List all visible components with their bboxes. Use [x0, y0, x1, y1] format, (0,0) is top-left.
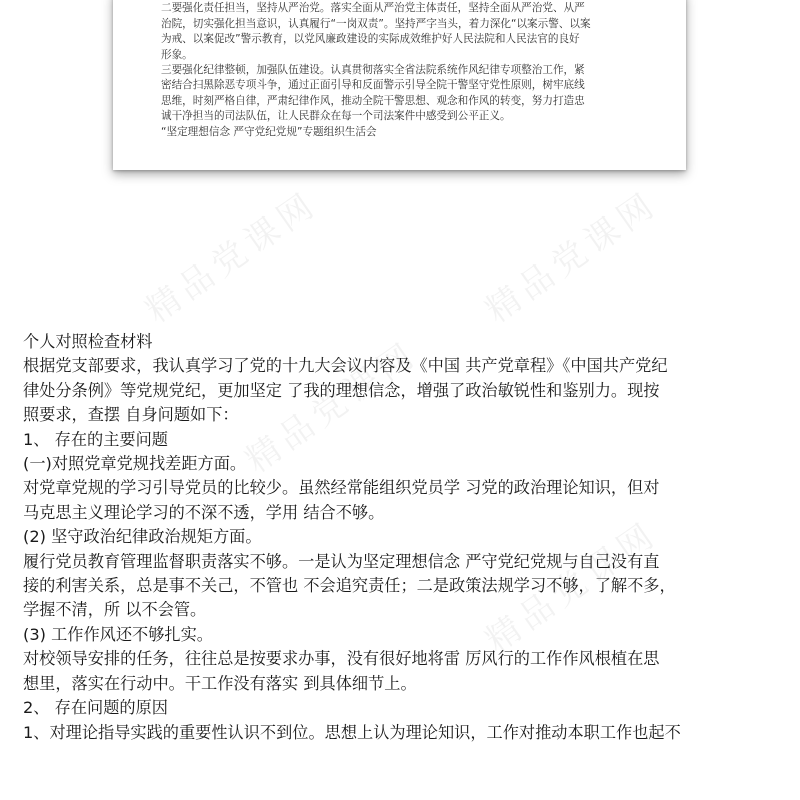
body-line: 履行党员教育管理监督职责落实不够。一是认为坚定理想信念 严守党纪党规与自己没有直: [23, 551, 660, 571]
doc-line: 诚干净担当的司法队伍，让人民群众在每一个司法案件中感受到公平正义。: [161, 110, 511, 123]
doc-line: “坚定理想信念 严守党纪党规”专题组织生活会: [161, 125, 377, 138]
watermark-text: 精品党课网: [478, 183, 666, 332]
subsection-heading: (一)对照党章党规找差距方面。: [23, 454, 247, 474]
document-title: 个人对照检查材料: [23, 332, 153, 351]
document-preview-card: [113, 0, 686, 170]
doc-line: 三要强化纪律整顿，加强队伍建设。认真贯彻落实全省法院系统作风纪律专项整治工作，紧: [161, 64, 585, 77]
watermark-text: 精品党课网: [138, 183, 326, 332]
section-heading: 2、 存在问题的原因: [23, 698, 168, 718]
body-line: 对党章党规的学习引导党员的比较少。虽然经常能组织党员学 习党的政治理论知识，但对: [23, 478, 660, 498]
doc-line: 治院，切实强化担当意识，认真履行“一岗双责”。坚持严字当头，着力深化“以案示警、以案: [161, 17, 591, 30]
doc-line: 形象。: [161, 48, 193, 61]
body-line: 想里，落实在行动中。干工作没有落实 到具体细节上。: [23, 673, 417, 693]
doc-line: 为戒、以案促改”警示教育，以党风廉政建设的实际成效维护好人民法院和人民法官的良好: [161, 33, 580, 46]
body-line: 律处分条例》等党规党纪，更加坚定 了我的理想信念，增强了政治敏锐性和鉴别力。现按: [23, 380, 660, 400]
body-line: 根据党支部要求，我认真学习了党的十九大会议内容及《中国 共产党章程》《中国共产党纪: [23, 356, 668, 376]
body-line: 接的利害关系，总是事不关己，不管也 不会追究责任；二是政策法规学习不够，了解不多，: [23, 576, 676, 596]
body-line: 1、对理论指导实践的重要性认识不到位。思想上认为理论知识，工作对推动本职工作也起不: [23, 722, 681, 742]
document-body: [23, 330, 783, 745]
doc-line: 二要强化责任担当，坚持从严治党。落实全面从严治党主体责任，坚持全面从严治党、从严: [161, 2, 585, 15]
body-line: 马克思主义理论学习的不深不透，学用 结合不够。: [23, 502, 385, 522]
subsection-heading: (2) 坚守政治纪律政治规矩方面。: [23, 527, 262, 547]
subsection-heading: (3) 工作作风还不够扎实。: [23, 624, 213, 644]
watermark-text: 精品党课网: [238, 333, 426, 482]
body-line: 照要求，查摆 自身问题如下：: [23, 405, 239, 425]
doc-line: 思维，时刻严格自律，严肃纪律作风，推动全院干警思想、观念和作风的转变，努力打造忠: [161, 94, 585, 107]
doc-line: 密结合扫黑除恶专项斗争，通过正面引导和反面警示引导全院干警坚守党性原则，树牢底线: [161, 79, 585, 92]
document-preview-text: [161, 0, 661, 140]
body-line: 学握不清，所 以不会管。: [23, 600, 207, 620]
watermark-text: 精品党课网: [478, 513, 666, 662]
section-heading: 1、 存在的主要问题: [23, 429, 168, 449]
body-line: 对校领导安排的任务，往往总是按要求办事，没有很好地将雷 厉风行的工作作风根植在思: [23, 649, 660, 669]
